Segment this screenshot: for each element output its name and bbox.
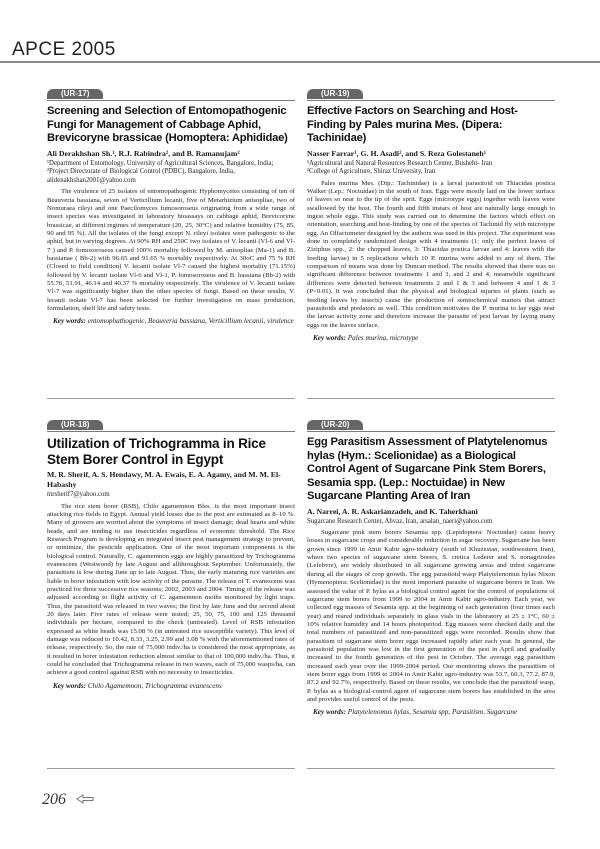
abstract-affiliation: Sugarcane Research Center, Ahvaz, Iran, arsalan_naeri@yahoo.com xyxy=(307,517,493,525)
abstract-id-badge: (UR-18) xyxy=(47,420,103,430)
page-number: 206 xyxy=(42,791,66,808)
abstract-id-badge: (UR-17) xyxy=(47,89,103,99)
abstract-title: Egg Parasitism Assessment of Platytelenomus hylas (Hym.: Scelionidae) as a Biological Control Agent of Sugarcane Pink Stem Borers, Sesamia spp. (Lep.: Noctuidae) in New Sugarcane Planting Area of Iran xyxy=(307,436,548,502)
abstract-affiliation: ¹Agricultural and Natural Resources Research Center, Busheht- Iran xyxy=(307,159,493,167)
abstract-paragraph: The virulence of 25 isolates of entomopathogenic Hyphomycetes consisting of ten of Beauveria bassiana, seven of Verticillium lecanii, five of Metarhizium anisopliae, two of Nomuraea rileyi and one Paecilomyces fumosoroseus originating from a wide range of insect species was investigated in laboratory bioassays on cabbage aphid, Brevicoryne brassicae, at different regimes of temperature (20, 25, 30°C) and relative humidity (75, 85, 90 and 95 %). All the isolates of the fungi except N. rileyi isolates were pathogenic to the aphid, but in varying degrees. At 90% RH and 250C two isolates of V. lecanii (Vl-6 and Vl-7 ) and P. fomosoroseus caused 100% mortality followed by M. anisopliae (Ma-1) and B. bassianae ( Bb-2) with 96.65 and 91.65 % mortality respectively. At 30oC and 75 % RH (Closed to field condition) V. lecanii isolate Vl-7 caused the highest mortality (71.15%) followed by V. lecanii isolate Vl-6 and Vl-1, P. fomosoroseus and B. bassiana (Bb-2) with 55.76, 51.91, 46.14 and 40.37 % mortality respectively. The virulence of V. lecanii isolate Vl-7 was significantly higher than the other species of fungi. Based on these results, V. lecanii isolate Vl-7 has been selected for further investigation on mass production, formulation, shelf life and safety tests. xyxy=(47,188,295,313)
keywords-values: Chilo Agamemnon, Trichogramma evanescens xyxy=(87,681,222,690)
section-divider xyxy=(47,398,295,399)
keywords xyxy=(47,317,295,326)
abstract-body xyxy=(47,503,295,678)
abstract-ur19 xyxy=(307,89,555,343)
abstract-title: Utilization of Trichogramma in Rice Stem Borer Control in Egypt xyxy=(47,436,266,467)
abstract-title: Screening and Selection of Entomopathogenic Fungi for Management of Cabbage Aphid, Brevicoryne brassicae (Homoptera: Aphididae) xyxy=(47,105,288,144)
keywords-label: Key words: xyxy=(313,708,346,717)
abstract-paragraph: Sugarcane pink stem borers Sesamia spp. (Lepidoptera: Noctuidae) cause heavy losses in sugarcane crops and considerable reduction in sugar recovery. Sugarcane has been grown since 1999 in Amir Kabir agro-industry (south of Khuzestan, southwestern Iran), where two species of sugarcane stem borers, S. cretica Lederer and S. nonagrioides (Lefebvre), are widely distributed in all sugarcane growing areas and infest sugarcane during all the stages of crop growth. The egg parasitoid wasp Platytelenomus hylas Nixon (Hymenoptera: Scelionidae) is the most important parasite of sugarcane borers in Iran. We assessed the value of P. hylas as a biological control agent for the control of populations of sugarcane stem borers from 1999 to 2004 in Amir Kabir agro-industry. Each year, we collected egg masses of Sesamia spp. at the beginning of each generation (four times each year) and reared individuals separately in glass vials in the laboratory at 25 ± 1°C, 60 ± 10% relative humidity and 14 hours photoperiod. Egg masses were checked daily and the total numbers of parasitized and non-parasitized eggs were recorded. Results show that parasitism of sugarcane stem borer eggs increased rapidly after each year. In general, the parasitoid population was low in the first generation of the pest in April and gradually increased to the fourth generation of the pest in October. The average egg parasitism increased each year over the 1999-2004 period. Our monitoring shows the parasitism of stem borer eggs from 1999 to 2004 in Amir Kabir agro-industry was 53.7, 60.3, 77.2, 87.9, 87.2 and 92.7%, respectively. Based on these results, we conclude that the parasitoid wasp, P. hylas as a biological-control agent of sugarcane stem borers has established in the area and provides useful control of the pests. xyxy=(307,529,555,703)
abstract-header-bar xyxy=(47,420,295,432)
keywords-label: Key words: xyxy=(53,681,86,690)
journal-title: APCE 2005 xyxy=(12,39,116,60)
abstract-ur18 xyxy=(47,420,295,691)
abstract-title: Effective Factors on Searching and Host-Finding by Pales murina Mes. (Dipera: Tachinidae) xyxy=(307,105,518,144)
section-divider xyxy=(307,398,555,399)
section-divider xyxy=(307,768,555,769)
keywords-values: Platytelenomus hylas, Sesamia spp, Parasitism, Sugarcane xyxy=(347,708,518,717)
abstract-body xyxy=(47,188,295,313)
abstract-id-badge: (UR-19) xyxy=(307,89,363,99)
keywords-label: Key words: xyxy=(313,333,346,342)
abstract-body xyxy=(307,180,555,330)
keywords-label: Key words: xyxy=(53,317,86,326)
page-footer xyxy=(42,791,94,809)
keywords xyxy=(47,682,295,691)
abstract-affiliation: mrsherif7@yahoo.com xyxy=(47,491,110,498)
abstract-authors: Ali Derakhshan Sh.¹, R.J. Rabindra², and B. Ramanujam² xyxy=(47,148,240,158)
abstract-affiliation: ²College of Agriculture, Shiraz University, Iran xyxy=(307,168,436,176)
abstract-paragraph: Pales murina Mes. (Dip.: Tachinidae) is a larval parasitoid on Thiacidas postica Walker (Lep.: Noctuidae) in the south of Iran. Eggs were mostly laid on the lower surface of leaves so near to the tip of the sprit. Eggs (microtype eggs) together with leaves were swallowed by the host. The fourth and fifth instars of host are naturally large enough to ingest whole eggs. This study was carried out to determine the factors which effect on orientation, searching and host-finding by one of the species of Tachinid fly with microtype egg. An Olfactometer designed by the authors was used in this project. The experiment was done in completely randomized design with 4 treatments (1: only the perfect leaves of Ziziphus spp., 2: the chopped leaves, 3: Thiacidas postica larvae and 4: leaves with the feeding larvae) in 5 replications which 10 P. murina were added to any of them. The comparison of means was done by Duncan method. The results showed that there was no significant difference between treatments 1 and 3, and 2 and 4, meanwhile significant diffrences were detected between treatments 2 and 1 & 3 and between 4 and 1 & 3 (P<0.01). It was concluded that the physical and biological injuries of plants (such as feeding leaves by insects) cause the production of semiochemical matters that attract parasitoids and predators as well. This condition motivates the P. murina to lay eggs near the larvae activity zone and therefore increase the parasite of pest larvae by laying many eggs on the leaves surface. xyxy=(307,179,555,329)
abstract-header-bar xyxy=(307,420,555,432)
abstract-id-badge: (UR-20) xyxy=(307,420,363,430)
abstract-authors: M. R. Sherif, A. S. Hendawy, M. A. Ewais, E. A. Agamy, and M. M. El-Habashy xyxy=(47,470,281,489)
section-divider xyxy=(47,768,295,769)
abstract-header-bar xyxy=(47,89,295,101)
abstract-authors: A. Narrei, A. R. Askarianzadeh, and K. Taherkhani xyxy=(307,506,478,516)
abstract-header-bar xyxy=(307,89,555,101)
keywords xyxy=(307,708,555,717)
abstract-body xyxy=(307,529,555,704)
page-header xyxy=(0,30,600,64)
keywords xyxy=(307,334,555,343)
abstract-ur17 xyxy=(47,89,295,326)
keywords-values: entomophathogenic, Beauveria bassiana, Verticillium lecanii, virulence xyxy=(87,317,294,326)
abstract-authors: Nasser Farrar¹, G. H. Asadi², and S. Reza Golestaneh¹ xyxy=(307,148,487,158)
keywords-values: Pales murina, microtype xyxy=(347,333,419,342)
abstract-ur20 xyxy=(307,420,555,717)
abstract-paragraph: The rice stem borer (RSB), Chilo agamemnon Bles. is the most important insect attacking rice fields in Egypt. Annual yield losses due to the pest are estimated as 8–10 %. Many of growers are worried about the symptoms of insect damage; dead hearts and white heads, and are tending to use insecticides regardless of economic threshold. The Rice Research Program is developing an integrated insect pest management strategy to prevent, or minimize, the pesticide application. One of the most important components is the biological control. Naturally, C. agamemnon eggs are highly parasitized by Trichogramma evanescens (Westwood) by late August and allthroughout September. Unfortunately, the parasitism is low during June up to late August. Thus, the early maturing rice varieties are liable to borer infestation with low activity of the parasite. The release of T. evanescens was practiced for three successive rice seasons; 2002, 2003 and 2004. Timing of the release was adjusted according to flight activity of C. agamemnon moths monitored by light traps. Thus, the parasitoid was released in two waves; the first by late June and the second about 20 days later. Five rates of release were tested; 25, 50, 75, 100 and 125 thousand individuals per hectare, compared to the check (untreated). Level of RSB infestation expressed as white heads was 15.08 % (in untreated rice susceptible variety). This level of damage was reduced to 10.42, 8.33, 3.25, 2.99 and 3.08 % with the aforementioned rates of release, respectively. So, the rate of 75,000 indiv./ha is considered the most appropriate, as it resulted in borer infestation reduction almost similar to that of 100,000 indiv./ha. Thus, it could be concluded that Trichogramma release in two waves, each of 75,000 wasps/ha, can achieve a good control against RSB with no necessity to insecticides. xyxy=(47,502,295,677)
abstract-affiliation: ¹Department of Entomology, University of Agricultural Sciences, Bangalore, India; ²Project Directorate of Biological Control (PDBC), Bangalore, India, alidenakhshan2001@yahoo.com xyxy=(47,159,274,184)
arrow-left-icon xyxy=(76,791,94,809)
header-rule xyxy=(0,61,600,63)
